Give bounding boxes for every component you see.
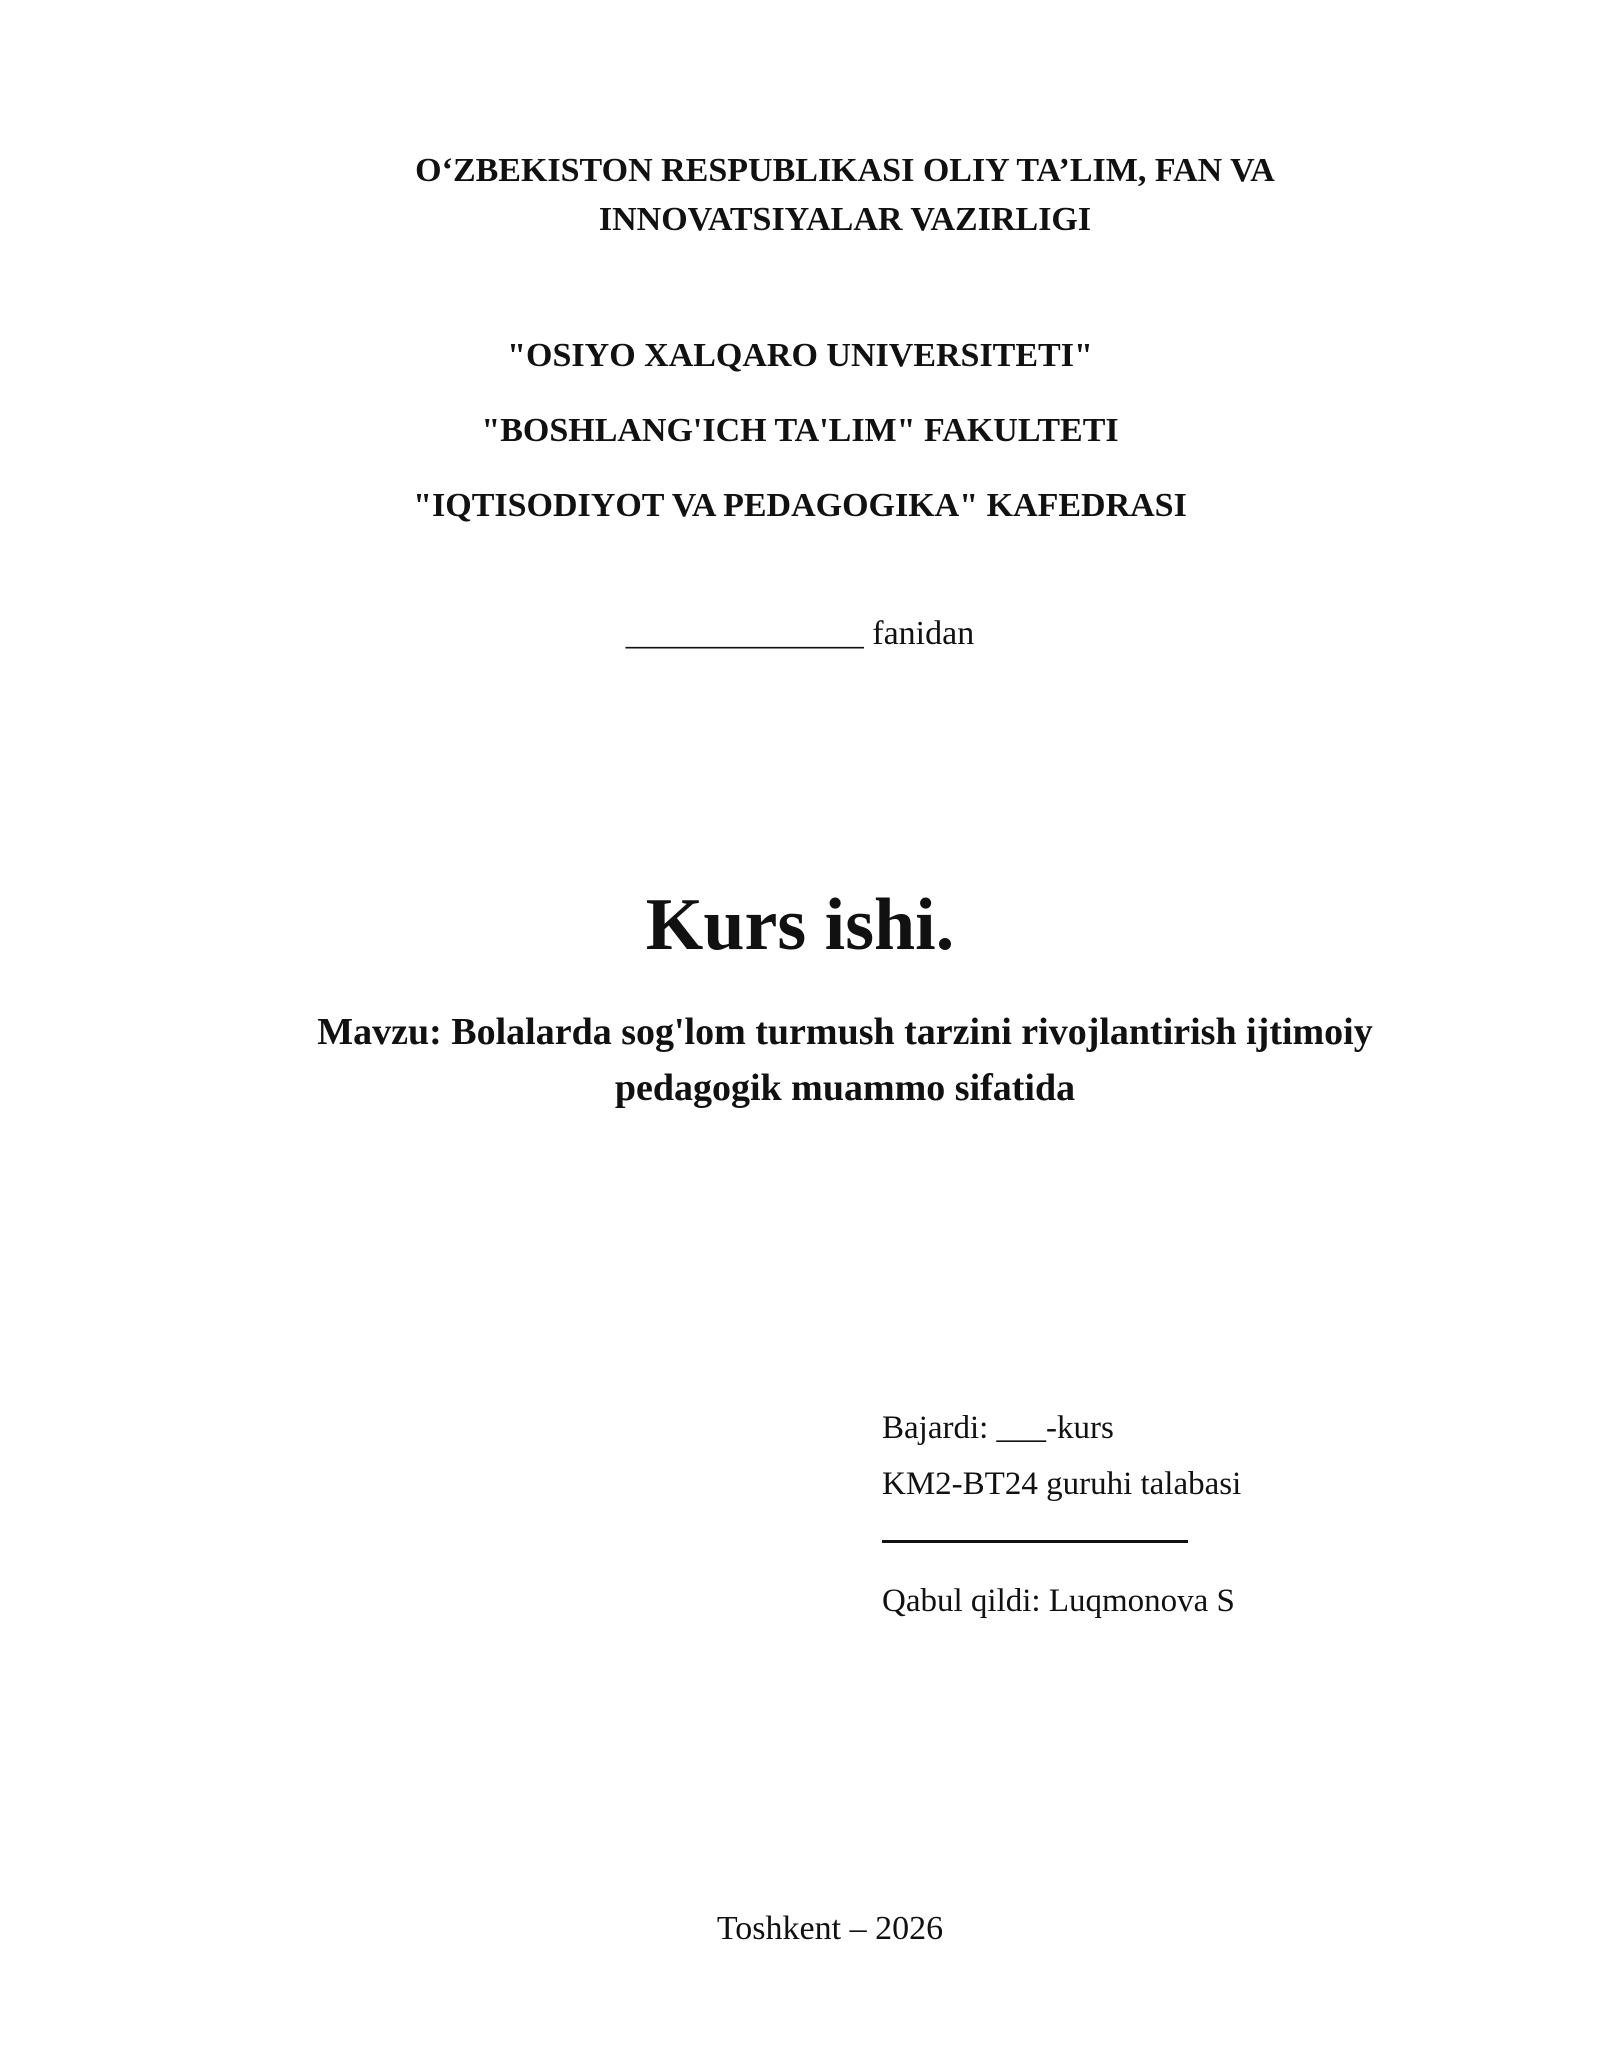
student-group: KM2-BT24 guruhi talabasi <box>882 1466 1242 1502</box>
accepted-by: Qabul qildi: Luqmonova S <box>882 1583 1235 1619</box>
topic-line-2: pedagogik muammo sifatida <box>614 1067 1076 1109</box>
document-title: Kurs ishi. <box>645 884 955 966</box>
ministry-line-1: O‘ZBEKISTON RESPUBLIKASI OLIY TA’LIM, FAN VA <box>415 152 1275 189</box>
topic-line-1: Mavzu: Bolalarda sog'lom turmush tarzini rivojlantirish ijtimoiy <box>317 1011 1373 1053</box>
university-name: "OSIYO XALQARO UNIVERSITETI" <box>507 337 1093 374</box>
signature-line <box>882 1540 1188 1543</box>
ministry-line-2: INNOVATSIYALAR VAZIRLIGI <box>598 201 1092 238</box>
department-name: "IQTISODIYOT VA PEDAGOGIKA" KAFEDRASI <box>413 487 1187 524</box>
city-year: Toshkent – 2026 <box>716 1910 944 1947</box>
faculty-name: "BOSHLANG'ICH TA'LIM" FAKULTETI <box>481 412 1119 449</box>
performed-by: Bajardi: ___-kurs <box>882 1410 1114 1446</box>
student-info <box>882 1400 1241 1629</box>
ministry-header <box>0 146 1600 244</box>
subject-line: ______________ fanidan <box>625 615 975 652</box>
topic-heading <box>0 1004 1600 1116</box>
